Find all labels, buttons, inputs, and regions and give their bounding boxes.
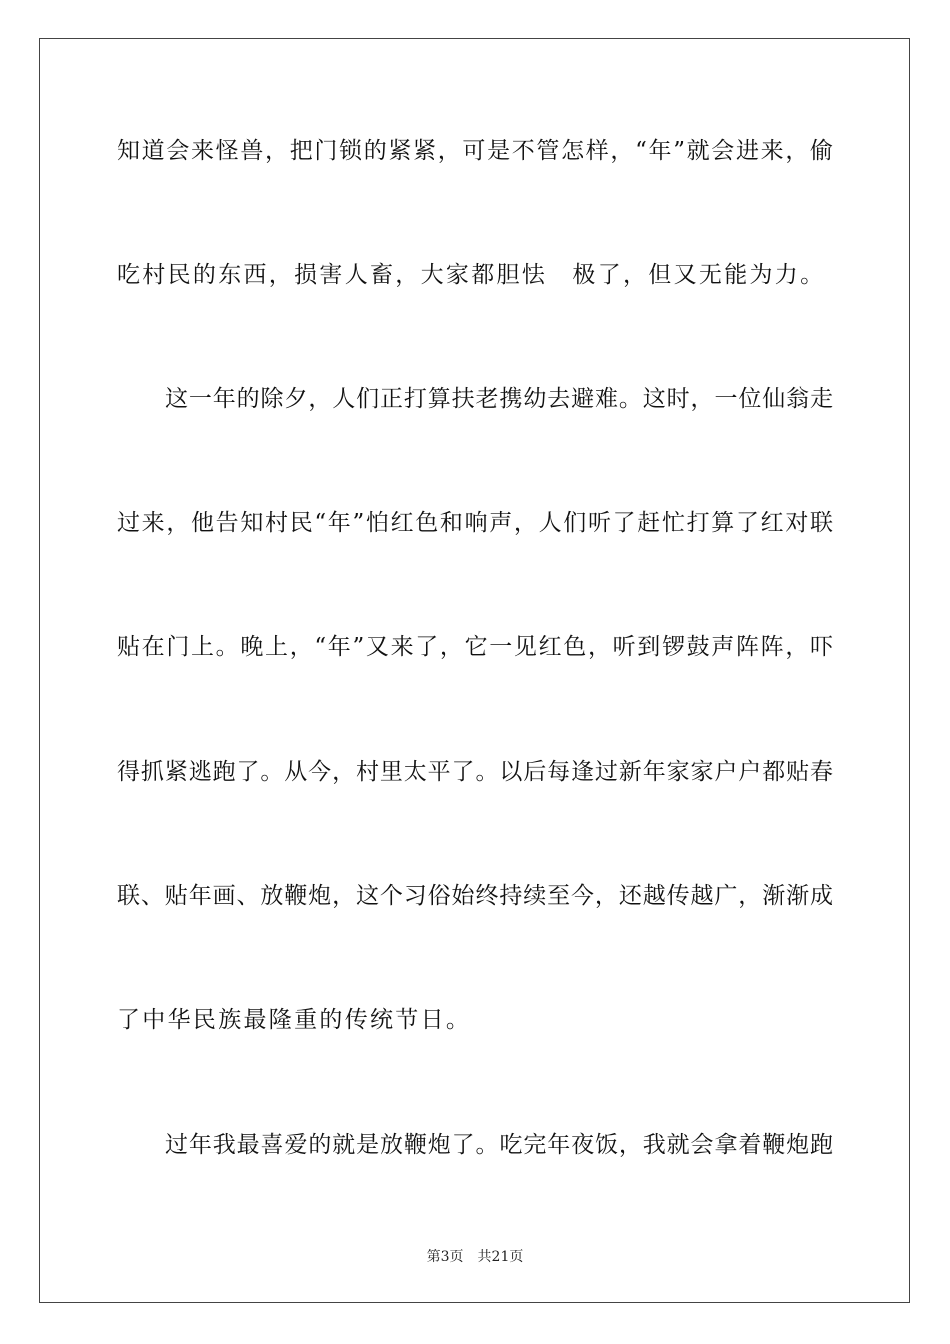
text-line-2: 吃村民的东西，损害人畜，大家都胆怯 极了，但又无能为力。: [117, 262, 826, 288]
page-total: 共21页: [477, 1249, 524, 1265]
page-border: [39, 38, 910, 1303]
text-line-1: 知道会来怪兽，把门锁的紧紧，可是不管怎样，“年”就会进来，偷: [117, 138, 833, 164]
text-line-8: 了中华民族最隆重的传统节日。: [117, 1007, 472, 1033]
text-line-6: 得抓紧逃跑了。从今，村里太平了。以后每逢过新年家家户户都贴春: [117, 759, 833, 785]
text-line-9: 过年我最喜爱的就是放鞭炮了。吃完年夜饭，我就会拿着鞭炮跑: [165, 1132, 833, 1158]
page-footer: [0, 1248, 950, 1266]
text-line-5: 贴在门上。晚上，“年”又来了，它一见红色，听到锣鼓声阵阵，吓: [117, 634, 833, 660]
page-number: 第3页: [426, 1249, 464, 1265]
text-line-4: 过来，他告知村民“年”怕红色和响声，人们听了赶忙打算了红对联: [117, 510, 833, 536]
text-line-3: 这一年的除夕，人们正打算扶老携幼去避难。这时，一位仙翁走: [165, 386, 833, 412]
text-line-7: 联、贴年画、放鞭炮，这个习俗始终持续至今，还越传越广，渐渐成: [117, 883, 833, 909]
